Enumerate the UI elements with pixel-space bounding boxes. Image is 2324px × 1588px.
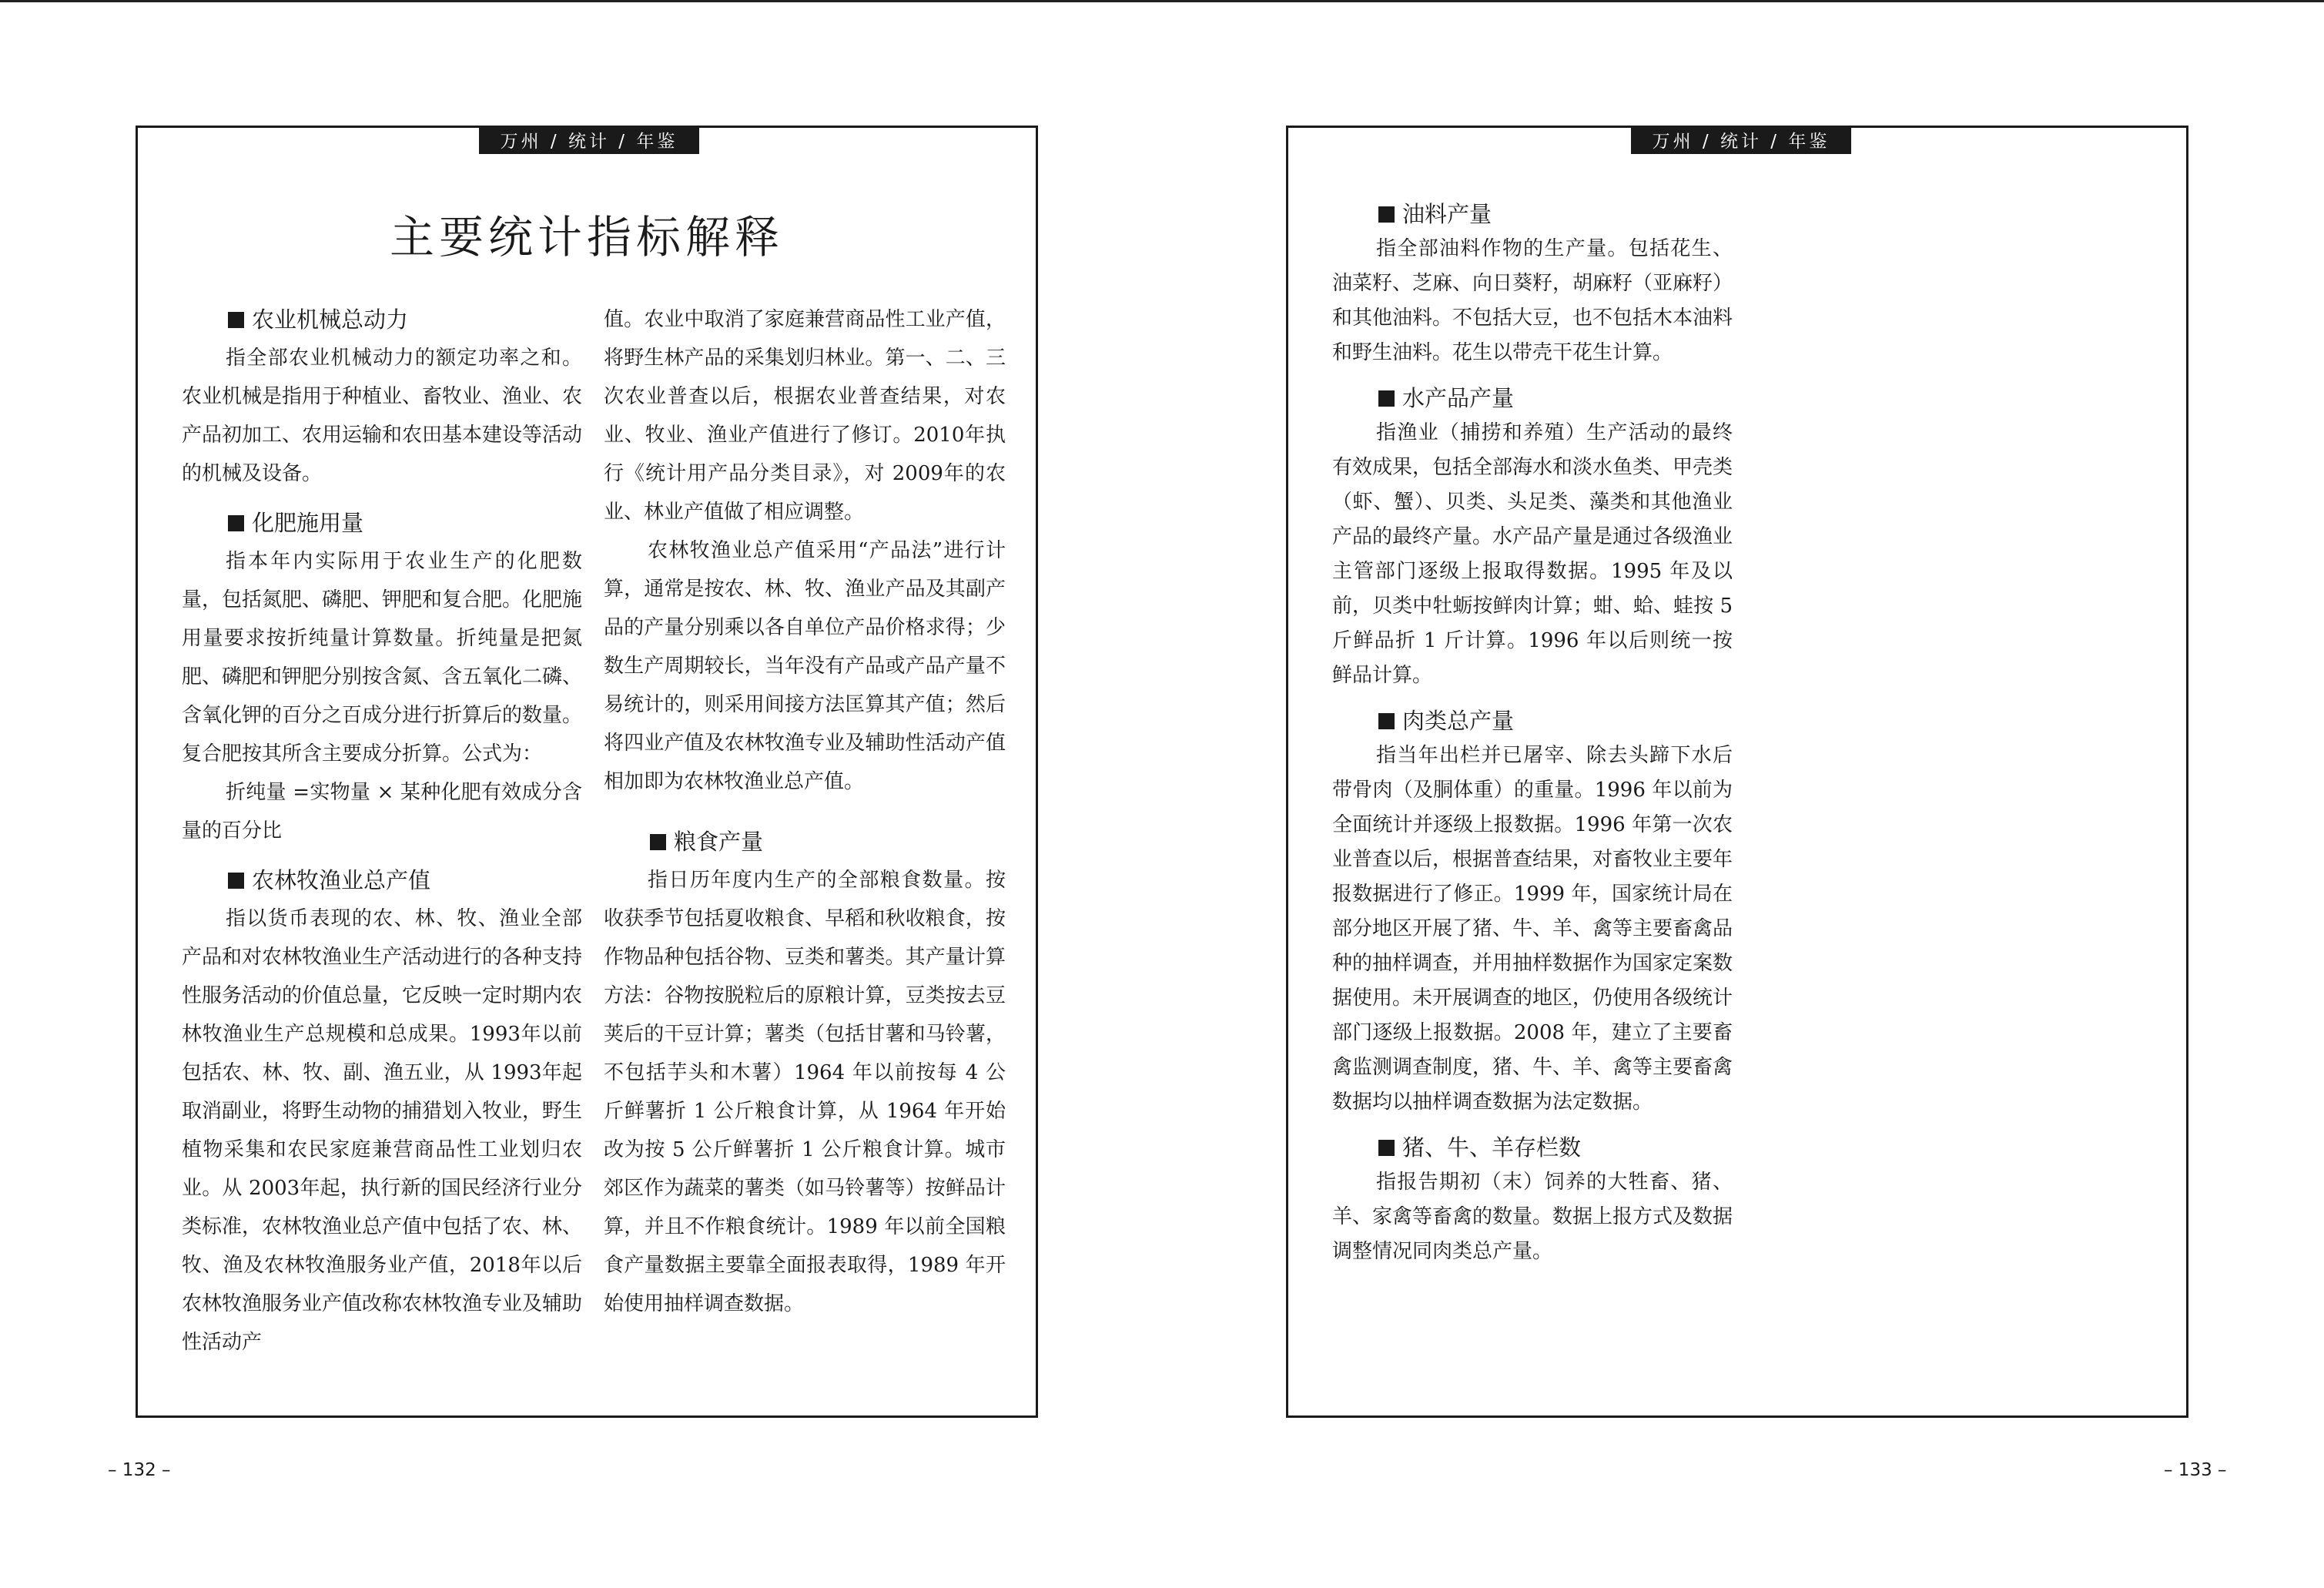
square-bullet-icon [228,312,244,328]
square-bullet-icon [228,873,244,889]
formula-text: 折纯量 =实物量 × 某种化肥有效成分含量的百分比 [182,781,582,843]
section-body-continued: 值。农业中取消了家庭兼营商品性工业产值，将野生林产品的采集划归林业。第一、二、三次农业普查以后，根据农业普查结果，对农业、牧业、渔业产值进行了修订。2010年执行《统计用产品分类目录》，对 2009年的农业、林业产值做了相应调整。 [604,308,1006,524]
page-title: 主要统计指标解释 [389,211,784,263]
section-body: 指渔业（捕捞和养殖）生产活动的最终有效成果，包括全部海水和淡水鱼类、甲壳类（虾、蟹）、贝类、头足类、藻类和其他渔业产品的最终产量。水产品产量是通过各级渔业主管部门逐级上报取得数据。1995 年及以前，贝类中牡蛎按鲜肉计算；蚶、蛤、蛙按 5 斤鲜品折 1 斤计算。1996 年以后则统一按鲜品计算。 [1332,421,1733,687]
left-page-frame [136,126,1038,1418]
section-heading: 化肥施用量 [182,504,582,542]
section-body: 指全部油料作物的生产量。包括花生、油菜籽、芝麻、向日葵籽，胡麻籽（亚麻籽）和其他油料。不包括大豆，也不包括木本油料和野生油料。花生以带壳干花生计算。 [1332,237,1733,364]
right-page-frame [1286,126,2188,1418]
section-heading: 肉类总产量 [1332,704,1733,739]
square-bullet-icon [1378,1140,1395,1156]
yearbook-header-tab: 万州 / 统计 / 年鉴 [479,126,699,154]
section-body: 指报告期初（末）饲养的大牲畜、猪、羊、家禽等畜禽的数量。数据上报方式及数据调整情况同肉类总产量。 [1332,1171,1733,1263]
section-body: 指以货币表现的农、林、牧、渔业全部产品和对农林牧渔业生产活动进行的各种支持性服务活动的价值总量，它反映一定时期内农林牧渔业生产总规模和总成果。1993年以前包括农、林、牧、副、渔五业，从 1993年起取消副业，将野生动物的捕猎划入牧业，野生植物采集和农民家庭兼营商品性工业划归农业。从 2003年起，执行新的国民经济行业分类标准，农林牧渔业总产值中包括了农、林、牧、渔及农林牧渔服务业产值，2018年以后农林牧渔服务业产值改称农林牧渔专业及辅助性活动产 [182,907,583,1354]
yearbook-header-tab: 万州 / 统计 / 年鉴 [1631,126,1851,154]
square-bullet-icon [650,834,666,850]
left-column-a [182,300,582,1362]
section-heading: 农林牧渔业总产值 [182,861,582,900]
section-body: 指全部农业机械动力的额定功率之和。农业机械是指用于种植业、畜牧业、渔业、农产品初加工、农用运输和农田基本建设等活动的机械及设备。 [182,347,583,485]
section-heading: 猪、牛、羊存栏数 [1332,1131,1733,1165]
section-heading: 农业机械总动力 [182,300,582,339]
page-number-right: – 133 – [2164,1460,2227,1480]
section-body: 指日历年度内生产的全部粮食数量。按收获季节包括夏收粮食、早稻和秋收粮食，按作物品种包括谷物、豆类和薯类。其产量计算方法：谷物按脱粒后的原粮计算，豆类按去豆荚后的干豆计算；薯类（包括甘薯和马铃薯，不包括芋头和木薯）1964 年以前按每 4 公斤鲜薯折 1 公斤粮食计算，从 1964 年开始改为按 5 公斤鲜薯折 1 公斤粮食计算。城市郊区作为蔬菜的薯类（如马铃薯等）按鲜品计算，并且不作粮食统计。1989 年以前全国粮食产量数据主要靠全面报表取得，1989 年开始使用抽样调查数据。 [604,869,1006,1315]
section-heading: 粮食产量 [604,822,1006,861]
section-body: 指本年内实际用于农业生产的化肥数量，包括氮肥、磷肥、钾肥和复合肥。化肥施用量要求按折纯量计算数量。折纯量是把氮肥、磷肥和钾肥分别按含氮、含五氧化二磷、含氧化钾的百分之百成分进行折算后的数量。复合肥按其所含主要成分折算。公式为： [182,550,583,766]
square-bullet-icon [1378,390,1395,407]
section-heading: 水产品产量 [1332,381,1733,416]
page-number-left: – 132 – [108,1460,171,1480]
section-body: 农林牧渔业总产值采用“产品法”进行计算，通常是按农、林、牧、渔业产品及其副产品的产量分别乘以各自单位产品价格求得；少数生产周期较长，当年没有产品或产品产量不易统计的，则采用间接方法匡算其产值；然后将四业产值及农林牧渔专业及辅助性活动产值相加即为农林牧渔业总产值。 [604,539,1006,793]
square-bullet-icon [1378,206,1395,223]
section-body: 指当年出栏并已屠宰、除去头蹄下水后带骨肉（及胴体重）的重量。1996 年以前为全面统计并逐级上报数据。1996 年第一次农业普查以后，根据普查结果，对畜牧业主要年报数据进行了修正。1999 年，国家统计局在部分地区开展了猪、牛、羊、禽等主要畜禽品种的抽样调查，并用抽样数据作为国家定案数据使用。未开展调查的地区，仍使用各级统计部门逐级上报数据。2008 年，建立了主要畜禽监测调查制度，猪、牛、羊、禽等主要畜禽数据均以抽样调查数据为法定数据。 [1332,744,1733,1114]
square-bullet-icon [228,515,244,531]
section-heading: 油料产量 [1332,197,1733,232]
right-column [1332,197,1733,1269]
left-column-b [604,300,1006,1323]
square-bullet-icon [1378,713,1395,729]
top-rule [0,0,2324,2]
